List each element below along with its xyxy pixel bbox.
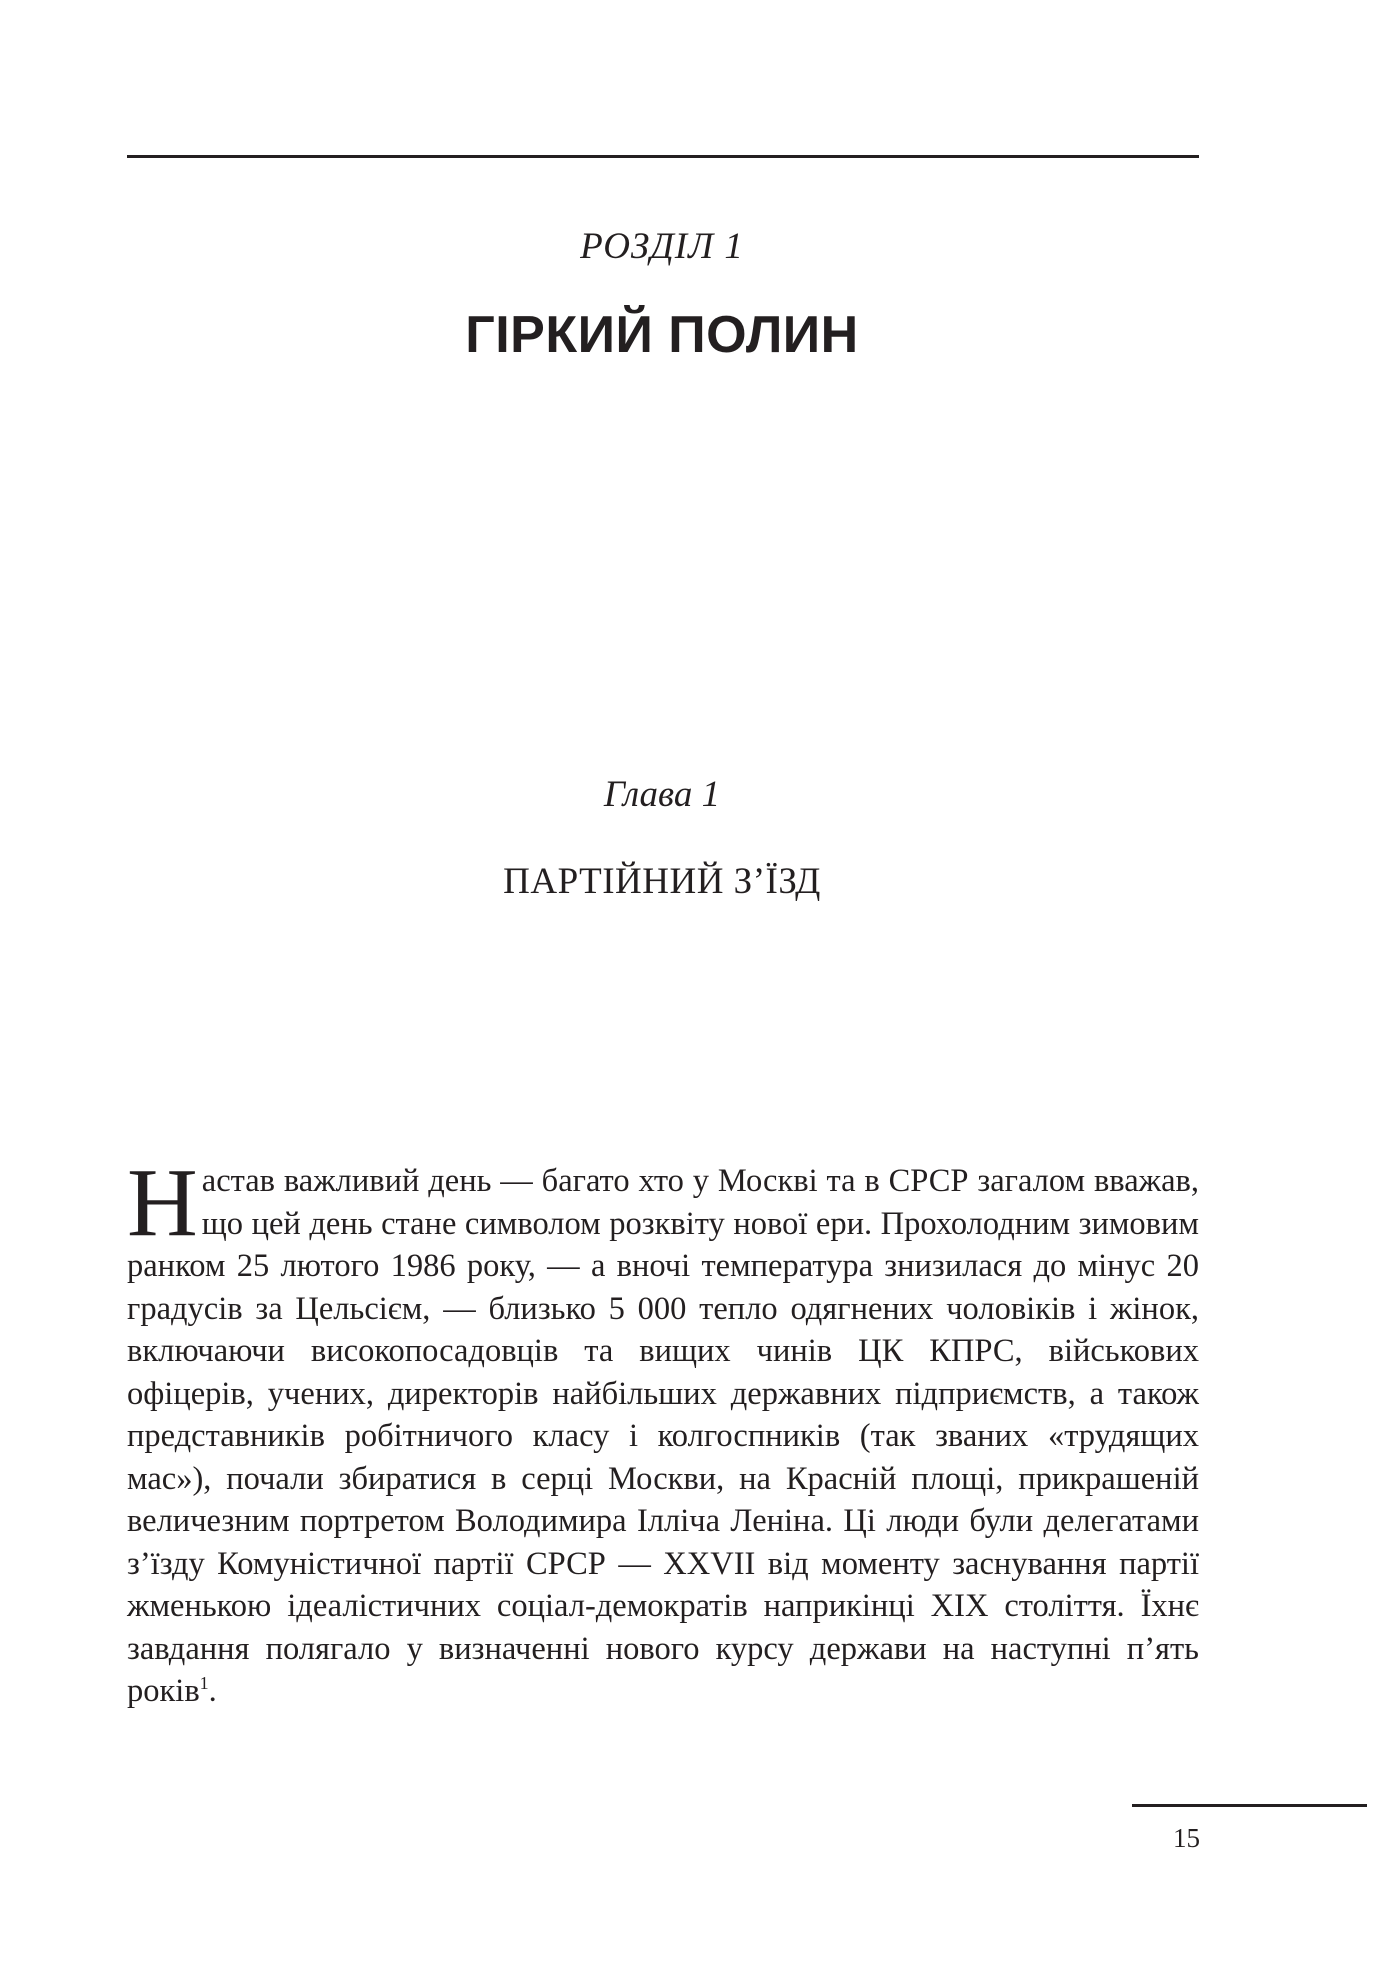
- footnote-reference[interactable]: 1: [199, 1673, 209, 1694]
- part-title: ГІРКИЙ ПОЛИН: [465, 306, 859, 364]
- chapter-title: ПАРТІЙНИЙ З’ЇЗД: [503, 861, 821, 902]
- paragraph-end: .: [208, 1673, 217, 1709]
- part-label: РОЗДІЛ 1: [580, 226, 744, 267]
- body-paragraph: [127, 1149, 1199, 1713]
- footer-rule: [1132, 1804, 1367, 1807]
- chapter-label: Глава 1: [603, 774, 721, 815]
- top-rule: [127, 155, 1199, 158]
- drop-cap: Н: [127, 1149, 198, 1257]
- paragraph-text: астав важливий день — багато хто у Москві та в СРСР загалом вважав, що цей день стане символом розквіту нової ери. Прохолодним зимовим ранком 25 лютого 1986 року, — а вночі температура знизилася до мінус 20 градусів за Цельсієм, — близько 5 000 тепло одягнених чоловіків і жінок, включаючи високопосадовців та вищих чинів ЦК КПРС, військових офіцерів, учених, директорів найбільших державних підприємств, а також представників робітничого класу і колгоспників (так званих «трудящих мас»), почали збиратися в серці Москви, на Красній площі, прикрашеній величезним портретом Володимира Ілліча Леніна. Ці люди були делегатами з’їзду Комуністичної партії СРСР — XXVII від моменту заснування партії жменькою ідеалістичних соціал-демократів наприкінці XIX століття. Їхнє завдання полягало у визначенні нового курсу держави на наступні п’ять років: [127, 1163, 1199, 1709]
- page-number: 15: [1173, 1823, 1200, 1853]
